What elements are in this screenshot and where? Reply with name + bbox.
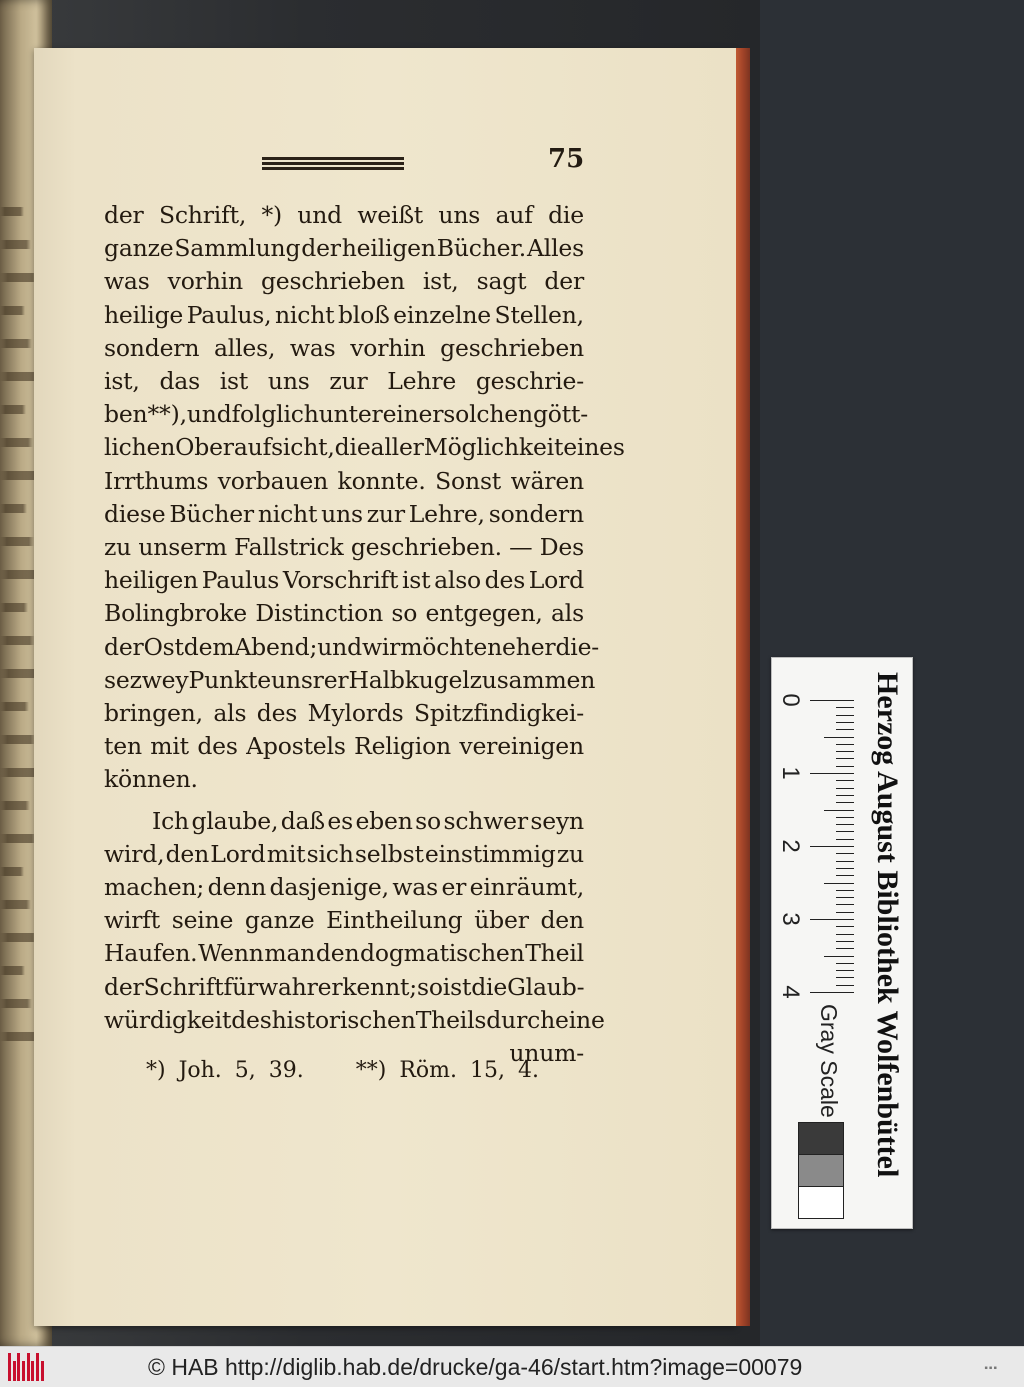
ruler-tick [824, 737, 854, 738]
ruler-tick [836, 780, 854, 781]
ruler-tick [836, 977, 854, 978]
ruler-tick [836, 729, 854, 730]
ruler-tick [836, 744, 854, 745]
ruler-tick [836, 831, 854, 832]
copyright-link[interactable]: © HAB http://diglib.hab.de/drucke/ga-46/start.htm?image=00079 [148, 1354, 803, 1380]
ruler-tick [810, 773, 854, 774]
text-line: machen; denn dasjenige, was er einräumt, [104, 873, 584, 901]
ruler-tick [836, 722, 854, 723]
ruler-tick [836, 788, 854, 789]
ruler-tick [836, 970, 854, 971]
text-line: ist, das ist uns zur Lehre geschrie- [104, 367, 584, 395]
ruler-institution-label: Herzog August Bibliothek Wolfenbüttel [871, 672, 904, 1178]
ruler-tick [824, 810, 854, 811]
text-line: Irrthums vorbauen konnte. Sonst wären [104, 466, 584, 495]
gray-swatch-dark [798, 1122, 844, 1155]
ruler-tick [836, 926, 854, 927]
ruler-tick [836, 802, 854, 803]
text-line: was vorhin geschrieben ist, sagt der [104, 267, 584, 296]
ruler-number: 4 [777, 985, 804, 999]
text-line: zu unserm Fallstrick geschrieben. — Des [104, 533, 584, 561]
ruler-tick [836, 868, 854, 869]
ruler-tick [836, 912, 854, 913]
text-line: der Schrift, *) und weißt uns auf die [104, 201, 584, 229]
text-line: können. [104, 765, 198, 794]
ruler-tick [824, 956, 854, 957]
page-number: 75 [548, 144, 585, 174]
ruler-tick [836, 985, 854, 986]
ruler-number: 0 [777, 693, 804, 707]
ruler-tick [810, 919, 854, 920]
ruler-tick [810, 992, 854, 993]
footer-bar [0, 1346, 1024, 1387]
ruler-tick [836, 751, 854, 752]
ruler-tick [836, 707, 854, 708]
ruler-tick [836, 795, 854, 796]
text-line: wirft seine ganze Eintheilung über den [104, 906, 584, 935]
ruler-tick [824, 883, 854, 884]
ruler-number: 3 [777, 912, 804, 926]
ruler-tick [836, 890, 854, 891]
text-line: würdigkeit des historischen Theils durch eine [104, 1005, 605, 1034]
ruler-tick [836, 861, 854, 862]
footnotes [146, 1058, 539, 1083]
text-line: heiligen Paulus Vorschrift ist also des Lord [104, 566, 584, 595]
ruler-tick [836, 766, 854, 767]
text-line: Ich glaube, daß es eben so schwer seyn [152, 806, 584, 835]
ruler-tick [836, 715, 854, 716]
header-rule [262, 157, 404, 170]
gray-swatch-mid [798, 1154, 844, 1187]
text-line: se zwey Punkte unsrer Halbkugel zusammen [104, 665, 596, 694]
text-line: Haufen. Wenn man den dogmatischen Theil [104, 939, 584, 968]
text-line: sondern alles, was vorhin geschrieben [104, 333, 584, 362]
ruler-tick [836, 824, 854, 825]
ruler-tick [836, 941, 854, 942]
gray-swatch-light [798, 1186, 844, 1219]
hab-logo-icon [8, 1353, 48, 1381]
ruler-tick [836, 839, 854, 840]
ruler-number: 1 [777, 766, 804, 780]
text-line: ben **), und folglich unter einer solchen gött- [104, 400, 588, 429]
ruler-tick [836, 963, 854, 964]
text-line: lichen Oberaufsicht, die aller Möglichkeit eines [104, 433, 625, 462]
gray-scale-label: Gray Scale [816, 1004, 842, 1118]
text-line: wird, den Lord mit sich selbst einstimmig zu [104, 839, 584, 868]
ruler-number: 2 [777, 839, 804, 853]
text-line: der Ost dem Abend; und wir möchten eher die- [104, 632, 600, 661]
ruler-tick [836, 875, 854, 876]
footnote-1: *) Joh. 5, 39. [146, 1058, 304, 1083]
text-line: heilige Paulus, nicht bloß einzelne Stellen, [104, 300, 584, 329]
page-header [262, 144, 592, 184]
page-edge [736, 48, 750, 1326]
text-line: der Schrift für wahr erkennt; so ist die Glaub- [104, 972, 585, 1001]
ruler-tick [836, 897, 854, 898]
more-icon[interactable]: ▪▪▪ [984, 1363, 998, 1374]
text-line: Bolingbroke Distinction so entgegen, als [104, 599, 584, 628]
ruler-ticks [777, 672, 854, 999]
ruler-tick [836, 817, 854, 818]
ruler-tick [810, 846, 854, 847]
ruler-tick [836, 934, 854, 935]
ruler-tick [836, 853, 854, 854]
text-line: unum- [509, 1039, 584, 1067]
ruler-tick [836, 904, 854, 905]
ruler-tick [836, 758, 854, 759]
text-line: ten mit des Apostels Religion vereinigen [104, 732, 584, 761]
footnote-2: **) Röm. 15, 4. [355, 1058, 539, 1083]
text-line: ganze Sammlung der heiligen Bücher. Alles [104, 234, 584, 263]
text-line: bringen, als des Mylords Spitzfindigkei- [104, 699, 584, 727]
ruler-tick [810, 700, 854, 701]
text-line: diese Bücher nicht uns zur Lehre, sondern [104, 499, 584, 528]
ruler-tick [836, 948, 854, 949]
